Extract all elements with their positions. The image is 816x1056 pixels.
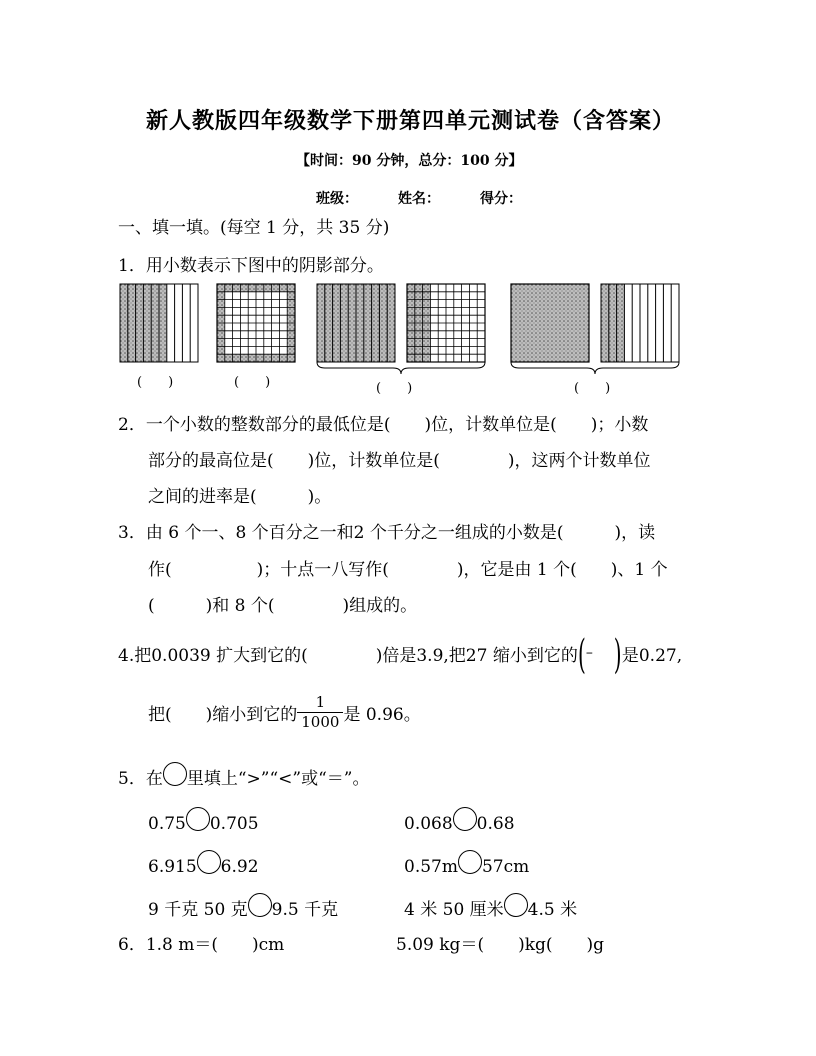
compare-circle-1[interactable] [186, 807, 210, 831]
q5-item-5-left: 9 千克 50 克 [148, 900, 248, 920]
q5-intro [118, 762, 369, 789]
q1-figure-3a [317, 284, 395, 362]
q5-item-6-left: 4 米 50 厘米 [404, 900, 504, 920]
q4-line-1-start: 4.把0.0039 扩大到它的( )倍是3.9,把27 缩小到它的 [118, 646, 578, 666]
q5-item-5 [148, 893, 338, 920]
q2-line-2: 部分的最高位是( )位，计数单位是( )，这两个计数单位 [148, 451, 651, 471]
q1-answer-blank-2[interactable]: ( ) [234, 375, 271, 390]
compare-circle-5[interactable] [248, 893, 272, 917]
q5-item-1-right: 0.705 [209, 814, 259, 834]
q3-line-1: 3．由 6 个一、8 个百分之一和2 个千分之一组成的小数是( )，读 [118, 523, 656, 543]
q4-line-2-start: 把( )缩小到它的 [148, 704, 298, 725]
q1-answer-blank-4[interactable]: ( ) [574, 381, 611, 396]
q1-brace-3 [317, 362, 485, 376]
q5-item-4-left: 0.57m [404, 857, 458, 877]
q4-line-1-end: 是0.27, [621, 646, 683, 666]
q1-answer-blank-3[interactable]: ( ) [376, 381, 413, 396]
q1-answer-blank-1[interactable]: ( ) [137, 375, 174, 390]
q3-line-2: 作( )；十点一八写作( )，它是由 1 个( )、1 个 [148, 560, 668, 580]
q5-intro-end: 里填上“>”“<”或“＝”。 [186, 769, 370, 789]
q1-figure-3b [407, 284, 485, 362]
section1-heading: 一、填一填。(每空 1 分，共 35 分) [118, 218, 390, 238]
q1-figure-2 [217, 284, 295, 362]
name-label: 姓名： [398, 191, 440, 207]
q5-item-6-right: 4.5 米 [527, 900, 578, 920]
q5-item-3-right: 6.92 [220, 857, 259, 877]
q4-fraction [297, 693, 343, 732]
q5-intro-start: 5．在 [118, 769, 163, 789]
q4-fraction-numerator: 1 [297, 693, 343, 713]
q1-figure-4a [511, 284, 589, 362]
q5-item-1-left: 0.75 [148, 814, 186, 834]
q5-item-6 [404, 893, 577, 920]
page-title: 新人教版四年级数学下册第四单元测试卷（含答案） [146, 108, 676, 134]
q5-item-4 [404, 850, 529, 877]
q5-item-2-right: 0.68 [476, 814, 515, 834]
q4-fraction-denominator: 1000 [301, 712, 340, 731]
q5-item-3 [148, 850, 259, 877]
compare-circle-2[interactable] [453, 807, 477, 831]
compare-circle-4[interactable] [458, 850, 482, 874]
q5-item-2-left: 0.068 [404, 814, 453, 834]
compare-circle-3[interactable] [197, 850, 221, 874]
q5-item-4-right: 57cm [481, 857, 530, 877]
q1-text: 1．用小数表示下图中的阴影部分。 [118, 256, 384, 276]
q6-right: 5.09 kg＝( )kg( )g [396, 935, 605, 955]
q5-item-2 [404, 807, 515, 834]
q1-brace-4 [511, 362, 679, 376]
q5-item-3-left: 6.915 [148, 857, 197, 877]
q4-line-2 [148, 693, 421, 732]
q5-item-1 [148, 807, 259, 834]
q2-line-3: 之间的进率是( )。 [148, 487, 332, 507]
q4-line-2-end: 是 0.96。 [343, 704, 421, 725]
q1-figure-4b [601, 284, 679, 362]
class-label: 班级： [316, 191, 358, 207]
q2-line-1: 2．一个小数的整数部分的最低位是( )位，计数单位是( )；小数 [118, 415, 649, 435]
q5-item-5-right: 9.5 千克 [271, 900, 339, 920]
q1-figure-1 [120, 284, 198, 362]
compare-circle-6[interactable] [504, 893, 528, 917]
score-label: 得分： [480, 191, 522, 207]
q4-fraction-blank[interactable]: ( – ) [577, 631, 622, 678]
time-score-note: 【时间：90 分钟，总分：100 分】 [296, 153, 523, 169]
compare-circle-icon [163, 762, 187, 786]
q4-line-1 [118, 631, 683, 678]
q3-line-3: ( )和 8 个( )组成的。 [148, 596, 418, 616]
q6-left: 6．1.8 m＝( )cm [118, 935, 285, 955]
